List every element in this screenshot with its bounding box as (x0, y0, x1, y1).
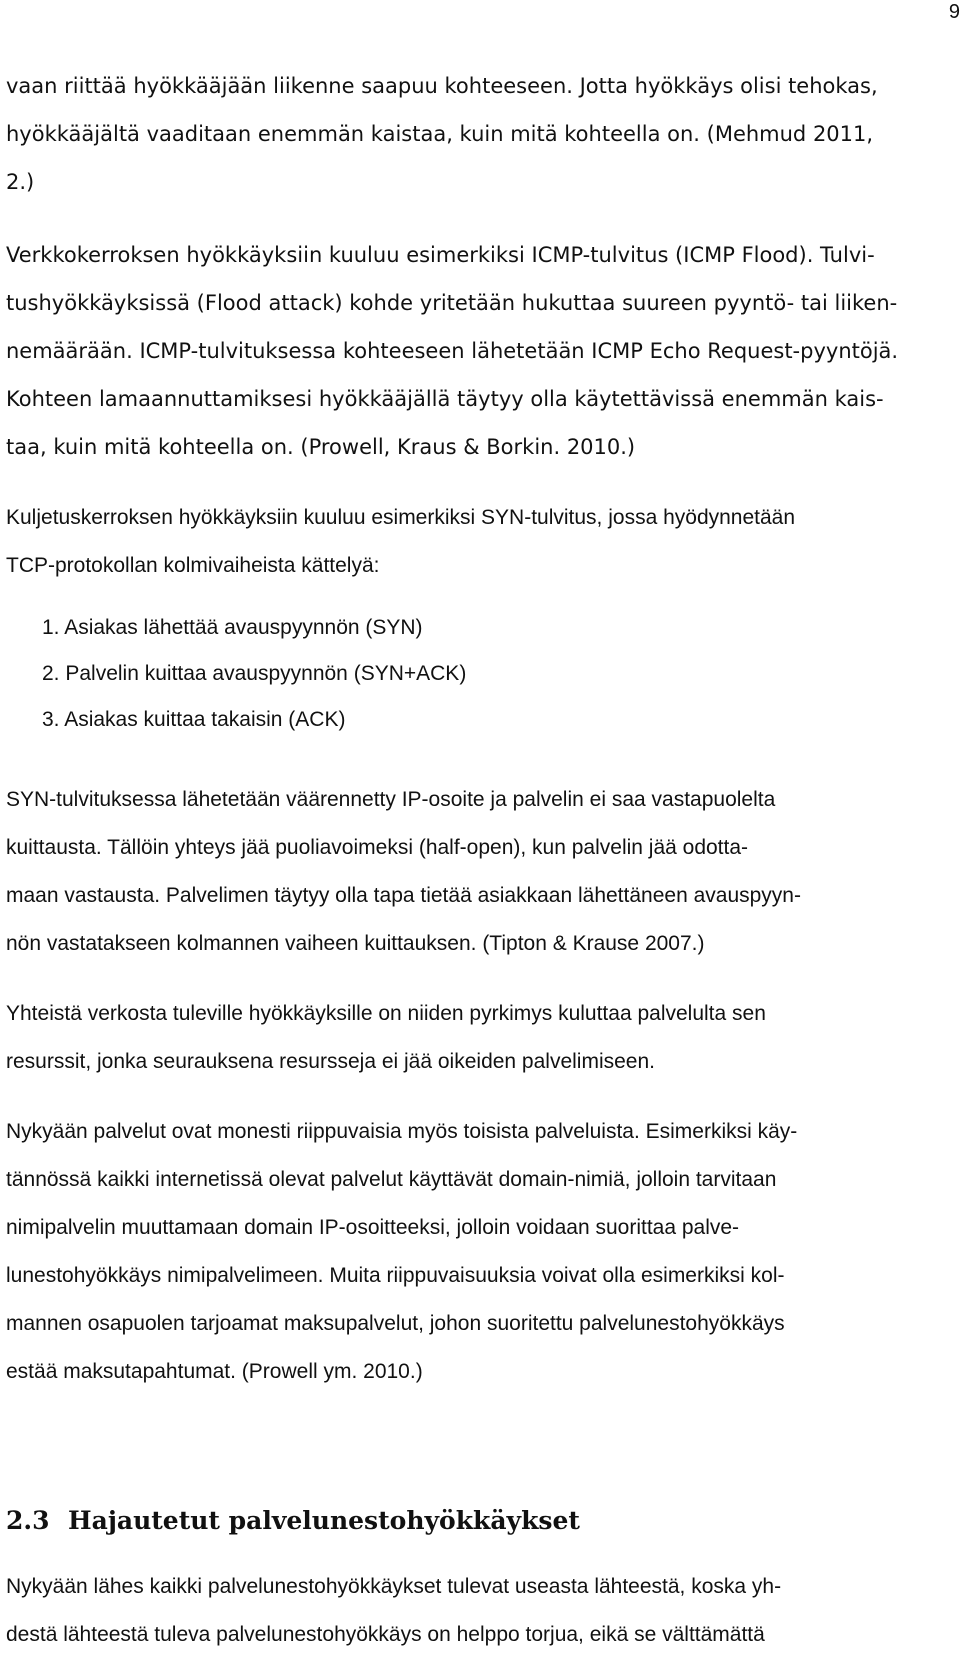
text-line: taa, kuin mitä kohteella on. (Prowell, Kraus & Borkin. 2010.) (6, 435, 636, 459)
text-line: nemäärään. ICMP-tulvituksessa kohteeseen lähetetään ICMP Echo Request-pyyntöjä. (6, 339, 899, 363)
text-line: Verkkokerroksen hyökkäyksiin kuuluu esimerkiksi ICMP-tulvitus (ICMP Flood). Tulvi- (6, 243, 875, 267)
paragraph-6 (6, 1108, 941, 1396)
handshake-list (42, 604, 960, 742)
list-item: 1. Asiakas lähettää avauspyynnön (SYN) (42, 616, 423, 639)
paragraph-4 (6, 776, 941, 968)
paragraph-1 (6, 62, 941, 206)
paragraph-5 (6, 990, 941, 1086)
section-title: Hajautetut palvelunestohyökkäykset (68, 1506, 580, 1535)
text-line: estää maksutapahtumat. (Prowell ym. 2010.) (6, 1360, 423, 1383)
text-line: TCP-protokollan kolmivaiheista kättelyä: (6, 554, 380, 577)
text-line: 2.) (6, 170, 35, 194)
text-line: tushyökkäyksissä (Flood attack) kohde yritetään hukuttaa suureen pyyntö- tai liiken- (6, 291, 898, 315)
text-line: lunestohyökkäys nimipalvelimeen. Muita riippuvaisuuksia voivat olla esimerkiksi kol- (6, 1264, 785, 1287)
paragraph-7 (6, 1563, 941, 1659)
paragraph-3 (6, 494, 941, 590)
text-line: kuittausta. Tällöin yhteys jää puoliavoimeksi (half-open), kun palvelin jää odotta- (6, 836, 749, 859)
section-number: 2.3 (6, 1506, 50, 1535)
text-line: mannen osapuolen tarjoamat maksupalvelut, johon suoritettu palvelunestohyökkäys (6, 1312, 785, 1335)
list-item: 3. Asiakas kuittaa takaisin (ACK) (42, 708, 346, 731)
text-line: destä lähteestä tuleva palvelunestohyökkäys on helppo torjua, eikä se välttämättä (6, 1623, 765, 1646)
text-line: hyökkääjältä vaaditaan enemmän kaistaa, kuin mitä kohteella on. (Mehmud 2011, (6, 122, 874, 146)
text-line: Nykyään lähes kaikki palvelunestohyökkäykset tulevat useasta lähteestä, koska yh- (6, 1575, 782, 1598)
text-line: Nykyään palvelut ovat monesti riippuvaisia myös toisista palveluista. Esimerkiksi käy- (6, 1120, 798, 1143)
text-line: tännössä kaikki internetissä olevat palvelut käyttävät domain-nimiä, jolloin tarvitaan (6, 1168, 777, 1191)
text-line: resurssit, jonka seurauksena resursseja ei jää oikeiden palvelimiseen. (6, 1050, 656, 1073)
list-item: 2. Palvelin kuittaa avauspyynnön (SYN+ACK) (42, 662, 467, 685)
text-line: vaan riittää hyökkääjään liikenne saapuu kohteeseen. Jotta hyökkäys olisi tehokas, (6, 74, 878, 98)
text-line: Kohteen lamaannuttamiksesi hyökkääjällä täytyy olla käytettävissä enemmän kais- (6, 387, 884, 411)
section-heading (6, 1505, 580, 1537)
text-line: maan vastausta. Palvelimen täytyy olla tapa tietää asiakkaan lähettäneen avauspyyn- (6, 884, 801, 907)
text-line: nimipalvelin muuttamaan domain IP-osoitteeksi, jolloin voidaan suorittaa palve- (6, 1216, 740, 1239)
paragraph-2 (6, 231, 941, 471)
text-line: Yhteistä verkosta tuleville hyökkäyksille on niiden pyrkimys kuluttaa palvelulta sen (6, 1002, 766, 1025)
text-line: nön vastatakseen kolmannen vaiheen kuittauksen. (Tipton & Krause 2007.) (6, 932, 705, 955)
page-number: 9 (948, 1, 960, 23)
text-line: Kuljetuskerroksen hyökkäyksiin kuuluu esimerkiksi SYN-tulvitus, jossa hyödynnetään (6, 506, 796, 529)
text-line: SYN-tulvituksessa lähetetään väärennetty IP-osoite ja palvelin ei saa vastapuolelta (6, 788, 776, 811)
